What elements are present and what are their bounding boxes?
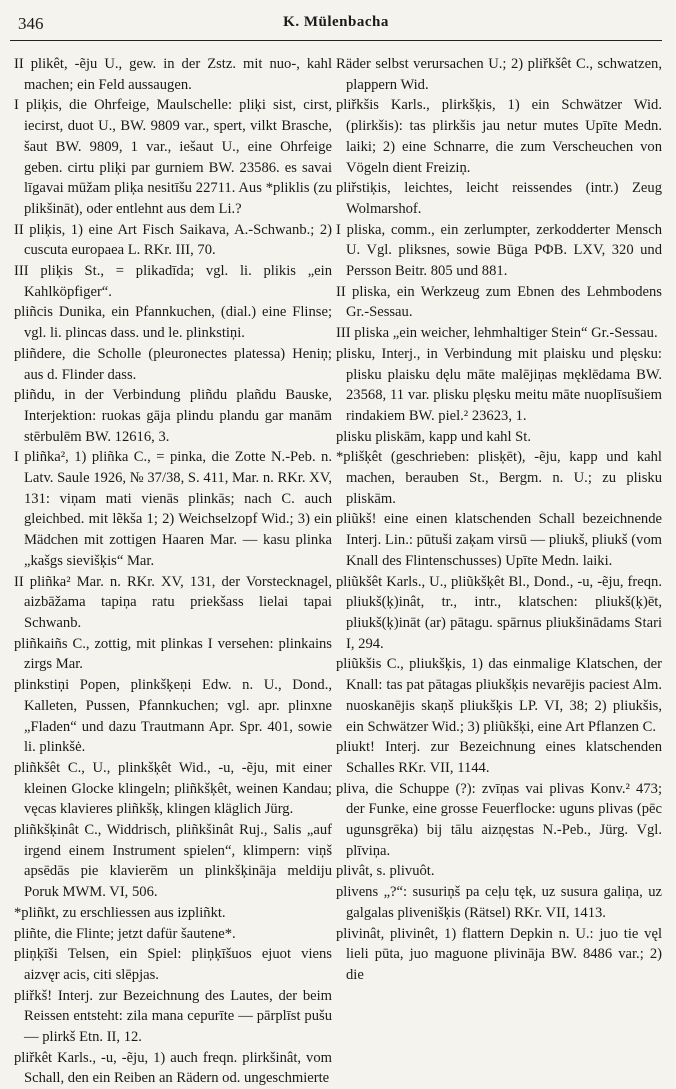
dictionary-entry: III pliķis St., = plikadīda; vgl. li. plikis „ein Kahlköpfiger“.: [14, 263, 332, 300]
dictionary-entry: pliñdu, in der Verbindung pliñdu plañdu Bauske, Interjektion: ruokas gāja plindu plandu gar manām stērbulēm BW. 12616, 3.: [14, 387, 332, 445]
dictionary-entry: plivens „?“: susuriņš pa ceļu tęk, uz susura galiņa, uz galgalas plivenišķis (Rätsel) RKr. VII, 1413.: [336, 884, 662, 921]
dictionary-entry: II plikêt, -ẽju U., gew. in der Zstz. mit nuo-, kahl machen; ein Feld aussaugen.: [14, 56, 332, 93]
dictionary-entry: pliñkšêt C., U., plinkšķêt Wid., -u, -ẽju, mit einer kleinen Glocke klingeln; pliñkšķêt, weinen Kandau; vęcas klavieres pliñkšķ, klingen kläglich Jürg.: [14, 759, 332, 818]
dictionary-entry: I pliķis, die Ohrfeige, Maulschelle: pliķi sist, cirst, iecirst, duot U., BW. 9809 var., spert, vilkt Brasche, šaut BW. 9809, 1 var., iešaut U., eine Ohrfeige geben. cirtu pliķi par gurniem BW. 23586. es savai līgavai mūžam pliķa nesitīšu 22711. Aus *pliklis (zu plikšināt), oder entlehnt aus dem Li.?: [14, 97, 332, 217]
running-title: K. Mülenbacha: [283, 14, 389, 30]
dictionary-entry: II pliska, ein Werkzeug zum Ebnen des Lehmbodens Gr.-Sessau.: [336, 283, 662, 321]
dictionary-entry: pliñdere, die Scholle (pleuronectes platessa) Heniņ; aus d. Flinder dass.: [14, 345, 332, 383]
dictionary-entry: pliņķīši Telsen, ein Spiel: pliņķīšuos ejuot viens aizvęr acis, citi slēpjas.: [14, 946, 332, 983]
dictionary-entry: plinkstiņi Popen, plinkšķeņi Edw. n. U., Dond., Kalleten, Pussen, Pfannkuchen; vgl. apr. plinxne „Fladen“ und dazu Trautmann Apr. Spr. 401, sowie li. plinkšė.: [14, 677, 332, 756]
page-number: 346: [18, 14, 44, 33]
dictionary-entry: pliñcis Dunika, ein Pfannkuchen, (dial.) eine Flinse; vgl. li. plincas dass. und le. plinkstiņi.: [14, 304, 332, 342]
right-column: [336, 54, 662, 994]
dictionary-entry: Räder selbst verursachen U.; 2) pliřkšêt C., schwatzen, plappern Wid.: [336, 56, 662, 93]
dictionary-entry: plisku pliskām, kapp und kahl St.: [336, 428, 531, 445]
dictionary-entry: pliva, die Schuppe (?): zvīņas vai plivas Konv.² 473; der Funke, eine grosse Feuerflocke: uguns plivas (pēc ugunsgrēka) bij tālu aizņęstas N.-Peb., Jürg. Vgl. plīviņa.: [336, 780, 662, 859]
dictionary-entry: pliukt! Interj. zur Bezeichnung eines klatschenden Schalles RKr. VII, 1144.: [336, 739, 662, 776]
dictionary-entry: I pliska, comm., ein zerlumpter, zerkodderter Mensch U. Vgl. pliksnes, sowie Būga РФВ. LXV, 320 und Persson Beitr. 805 und 881.: [336, 221, 662, 280]
dictionary-entry: pliřkêt Karls., -u, -ẽju, 1) auch freqn. plirkšinât, vom Schall, den ein Reiben an Rädern od. ungeschmierte: [14, 1049, 332, 1087]
dictionary-entry: pliřkš! Interj. zur Bezeichnung des Lautes, der beim Reissen entsteht: zila mana cepurīte — pārplīst pušu — plirkš Etn. II, 12.: [14, 987, 332, 1046]
left-column: [14, 54, 332, 1087]
dictionary-entry: pliřkšis Karls., plirkšķis, 1) ein Schwätzer Wid. (plirkšis): tas plirkšis jau netur mutes Upīte Medn. laiki; 2) eine Schnarre, die zum Verscheuchen von Vögeln dient Freiziņ.: [336, 97, 662, 176]
dictionary-entry: pliñte, die Flinte; jetzt dafür šautene*.: [14, 925, 236, 942]
dictionary-entry: pliũkšêt Karls., U., pliũkšķêt Bl., Dond., -u, -ẽju, freqn. pliukš(ķ)inât, tr., intr., klatschen: pliukš(ķ)ēt, pliukš(ķ)ināt (ar) pātagu. spārnus pliukšinādams Stari I, 294.: [336, 573, 662, 652]
dictionary-entry: II pliķis, 1) eine Art Fisch Saikava, A.-Schwanb.; 2) cuscuta europaea L. RKr. III, 70.: [14, 221, 332, 259]
dictionary-entry: *pliñkt, zu erschliessen aus izpliñkt.: [14, 904, 226, 921]
dictionary-entry: II pliñka² Mar. n. RKr. XV, 131, der Vorstecknagel, aizbāžama tapiņa ratu priekšass lielai tapai Schwanb.: [14, 573, 332, 631]
dictionary-entry: plisku, Interj., in Verbindung mit plaisku und plęsku: plisku plaisku dęlu māte malējiņas męklēdama BW. 23568, 11 var. plisku plęsku meitu māte nuoplīsušiem rindakiem BW. piel.² 23623, 1.: [336, 345, 662, 424]
dictionary-entry: plivât, s. plivuôt.: [336, 863, 435, 880]
dictionary-entry: pliñkaiñs C., zottig, mit plinkas I versehen: plinkains zirgs Mar.: [14, 635, 332, 673]
dictionary-entry: III pliska „ein weicher, lehmhaltiger Stein“ Gr.-Sessau.: [336, 325, 658, 342]
dictionary-entry: pliũkšis C., pliukšķis, 1) das einmalige Klatschen, der Knall: tas pat pātagas pliukšķis nevarējis paciest Alm. nuoskanējis skaņš pliukšķis LP. VI, 38; 2) pliukšis, ein Schwätzer Wid.; 3) pliũkšķi, eine Art Pflanzen C.: [336, 656, 662, 735]
dictionary-entry: plivinât, plivinêt, 1) flattern Depkin n. U.: juo tie vęl lieli pūta, juo maguone plivināja BW. 8486 var.; 2) die: [336, 925, 662, 983]
dictionary-entry: I pliñka², 1) pliñka C., = pinka, die Zotte N.-Peb. n. Latv. Saule 1926, № 37/38, S. 411, Mar. n. RKr. XV, 131: viņam mati vienās plinkās; nach C. auch gleichbed. mit lẽkša 1; 2) Weichselzopf Wid.; 3) ein Mädchen mit zottigen Haaren Mar. — kasu plinka „kašgs sievišķis“ Mar.: [14, 449, 332, 569]
dictionary-entry: *plišķêt (geschrieben: plisķēt), -ẽju, kapp und kahl machen, berauben St., Bergm. n. U.; zu plisku pliskām.: [336, 449, 662, 507]
dictionary-entry: pliñkšķinât C., Widdrisch, pliñkšinât Ruj., Salis „auf irgend einem Instrument spielen“, klimpern: viņš apsēdās pie klavierēm un plinkšķināja meldiju Poruk MWM. VI, 506.: [14, 822, 332, 901]
dictionary-entry: pliũkš! eine einen klatschenden Schall bezeichnende Interj. Lin.: pūtuši zaķam virsū — pliukš, pliukš (vom Knall des Flintenschusses) Upīte Medn. laiki.: [336, 511, 662, 569]
page-header: [10, 10, 662, 41]
dictionary-entry: pliřstiķis, leichtes, leicht reissendes (intr.) Zeug Wolmarshof.: [336, 180, 662, 217]
